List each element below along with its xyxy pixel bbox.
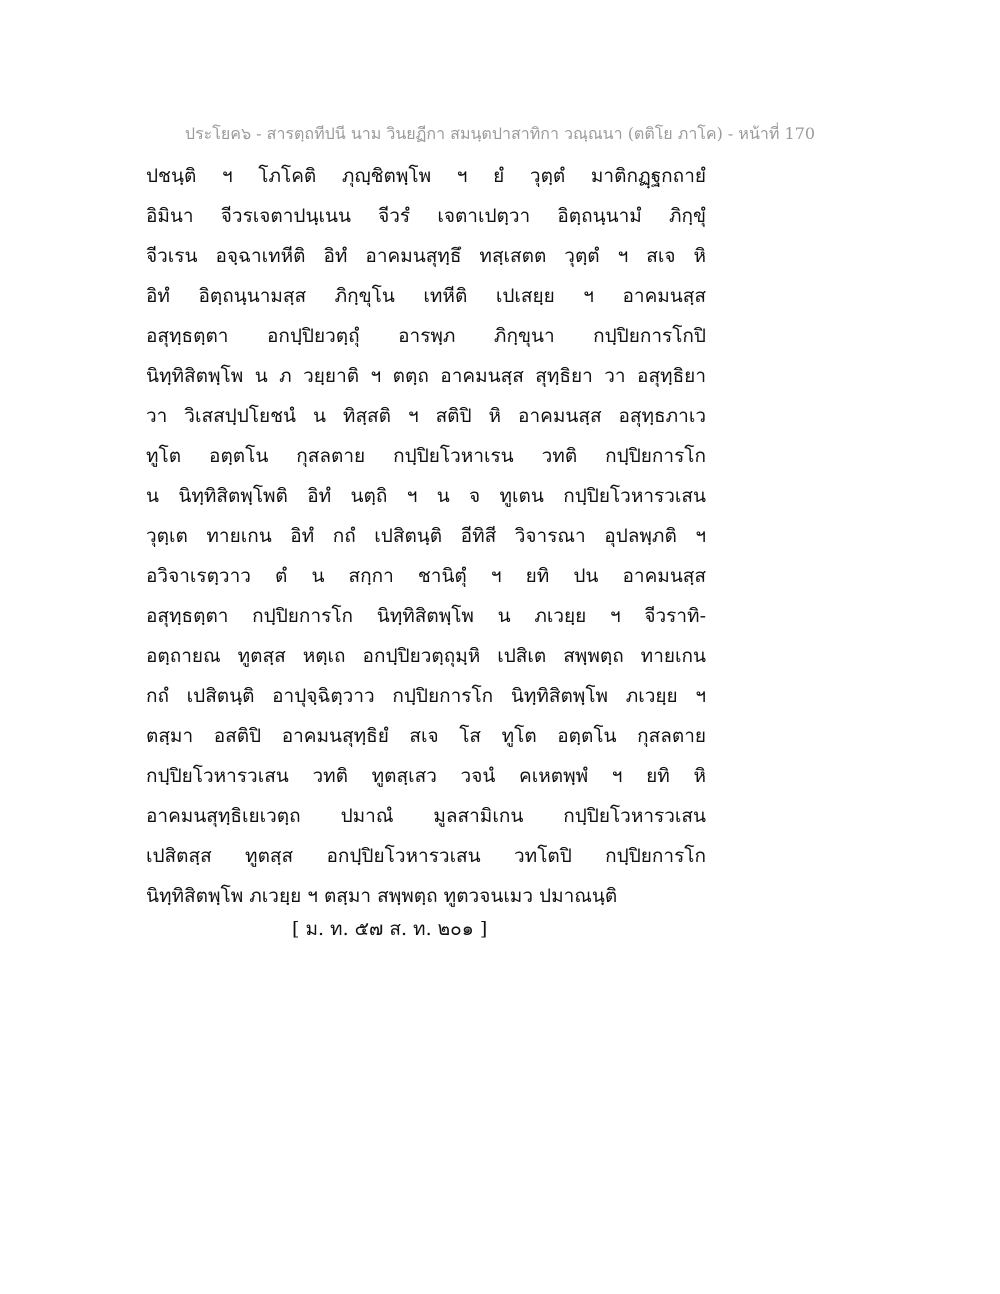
text-line: นิทฺทิสิตพฺโพ ภเวยฺย ฯ ตสฺมา สพฺพตฺถ ทูตวจนเมว ปมาณนฺติ [146,885,618,907]
text-line: อสุทฺธตฺตา อกปฺปิยวตฺถุํ อารพฺภ ภิกฺขุนา กปฺปิยการโกปิ [146,325,706,347]
text-line: ทูโต อตฺตโน กุสลตาย กปฺปิยโวหาเรน วทติ กปฺปิยการโก [146,445,706,467]
text-line: อวิจาเรตฺวาว ตํ น สกฺกา ชานิตุํ ฯ ยทิ ปน อาคมนสฺส [146,565,706,587]
body-text [146,156,706,916]
citation-reference: [ ม. ท. ๕๗ ส. ท. ๒๐๑ ] [292,918,488,940]
text-line: จีวเรน อจฺฉาเทหีติ อิทํ อาคมนสุทฺธึ ทสฺเสตต วุตฺตํ ฯ สเจ หิ [146,245,706,267]
text-line: อสุทฺธตฺตา กปฺปิยการโก นิทฺทิสิตพฺโพ น ภเวยฺย ฯ จีวราทิ- [146,605,706,627]
text-line: ตสฺมา อสติปิ อาคมนสุทฺธิยํ สเจ โส ทูโต อตฺตโน กุสลตาย [146,725,706,747]
text-line: ปชนฺติ ฯ โภโคติ ภุญฺชิตพฺโพ ฯ ยํ วุตฺตํ มาติกฏฺฐกถายํ [146,165,706,187]
text-line: อิทํ อิตฺถนฺนามสฺส ภิกฺขุโน เทหีติ เปเสยฺย ฯ อาคมนสฺส [146,285,706,307]
text-line: อาคมนสุทฺธิเยเวตฺถ ปมาณํ มูลสามิเกน กปฺปิยโวหารวเสน [146,805,706,827]
text-line: นิทฺทิสิตพฺโพ น ภ วยฺยาติ ฯ ตตฺถ อาคมนสฺส สุทฺธิยา วา อสุทฺธิยา [146,365,706,387]
text-line: วา วิเสสปฺปโยชนํ น ทิสฺสติ ฯ สติปิ หิ อาคมนสฺส อสุทฺธภาเว [146,405,706,427]
running-header: ประโยค๖ - สารตฺถทีปนี นาม วินยฏีกา สมนฺตปาสาทิกา วณฺณนา (ตติโย ภาโค) - หน้าที่ 170 [184,124,816,143]
text-line: วุตฺเต ทายเกน อิทํ กถํ เปสิตนฺติ อีทิสี วิจารณา อุปลพฺภติ ฯ [146,525,706,547]
text-line: กปฺปิยโวหารวเสน วทติ ทูตสฺเสว วจนํ คเหตพฺพํ ฯ ยทิ หิ [146,765,706,787]
text-line: กถํ เปสิตนฺติ อาปุจฺฉิตฺวาว กปฺปิยการโก นิทฺทิสิตพฺโพ ภเวยฺย ฯ [146,685,706,707]
text-line: เปสิตสฺส ทูตสฺส อกปฺปิยโวหารวเสน วทโตปิ กปฺปิยการโก [146,845,706,867]
text-line: อิมินา จีวรเจตาปนฺเนน จีวรํ เจตาเปตฺวา อิตฺถนฺนามํ ภิกฺขุํ [146,205,706,227]
text-line: อตฺถายณ ทูตสฺส หตฺเถ อกปฺปิยวตฺถุมฺหิ เปสิเต สพฺพตฺถ ทายเกน [146,645,706,667]
text-line: น นิทฺทิสิตพฺโพติ อิทํ นตฺถิ ฯ น จ ทูเตน กปฺปิยโวหารวเสน [146,485,706,507]
